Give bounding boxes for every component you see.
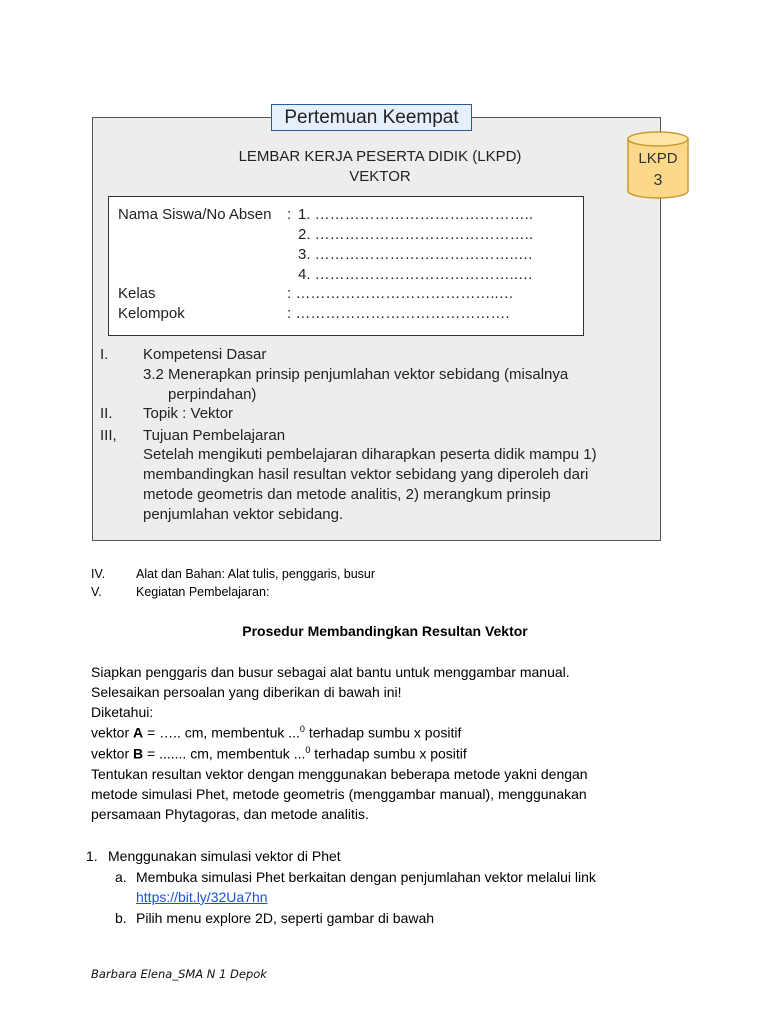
task-line: persamaan Phytagoras, dan metode analitis. xyxy=(91,806,369,822)
step-1-number: 1. xyxy=(86,848,98,864)
step-b-label: b. xyxy=(115,910,127,926)
badge-label: LKPD xyxy=(638,150,678,167)
name-entry-4: 4. …………………………………..… xyxy=(298,266,534,283)
worksheet-title: LEMBAR KERJA PESERTA DIDIK (LKPD) xyxy=(238,148,522,165)
group-label: Kelompok xyxy=(118,305,185,322)
intro-line: Siapkan penggaris dan busur sebagai alat bantu untuk menggambar manual. xyxy=(91,664,570,680)
class-label: Kelas xyxy=(118,285,156,302)
objective-line: penjumlahan vektor sebidang. xyxy=(143,506,344,523)
section-2-number: II. xyxy=(100,405,113,422)
vector-a-symbol: A xyxy=(133,724,144,741)
tools-and-materials: Alat dan Bahan: Alat tulis, penggaris, busur xyxy=(136,567,376,581)
step-a-label: a. xyxy=(115,869,127,885)
name-entry-3: 3. …………………………………..… xyxy=(298,246,534,263)
section-3-title: Tujuan Pembelajaran xyxy=(143,427,286,444)
objective-line: Setelah mengikuti pembelajaran diharapkan peserta didik mampu 1) xyxy=(143,446,597,463)
competency-item: 3.2 Menerapkan prinsip penjumlahan vektor sebidang (misalnya xyxy=(143,366,569,383)
phet-simulation-link[interactable]: https://bit.ly/32Ua7hn xyxy=(136,889,268,905)
name-colon: : xyxy=(287,206,292,223)
procedure-title: Prosedur Membandingkan Resultan Vektor xyxy=(242,623,528,639)
worksheet-subtitle: VEKTOR xyxy=(349,168,411,185)
meeting-tab: Pertemuan Keempat xyxy=(271,104,472,131)
objective-line: membandingkan hasil resultan vektor sebidang yang diperoleh dari xyxy=(143,466,589,483)
learning-activities-label: Kegiatan Pembelajaran: xyxy=(136,585,270,599)
footer-author: Barbara Elena_SMA N 1 Depok xyxy=(91,967,267,981)
task-line: metode simulasi Phet, metode geometris (menggambar manual), menggunakan xyxy=(91,786,587,802)
section-2-title: Topik : Vektor xyxy=(143,405,234,422)
section-1-number: I. xyxy=(100,346,109,363)
section-3-number: III, xyxy=(100,427,117,444)
section-5-number: V. xyxy=(91,585,102,599)
student-name-label: Nama Siswa/No Absen xyxy=(118,206,272,223)
step-a-text: Membuka simulasi Phet berkaitan dengan penjumlahan vektor melalui link xyxy=(136,869,596,885)
badge-number: 3 xyxy=(653,172,663,189)
section-1-title: Kompetensi Dasar xyxy=(143,346,267,363)
task-line: Tentukan resultan vektor dengan menggunakan beberapa metode yakni dengan xyxy=(91,766,588,782)
given-label: Diketahui: xyxy=(91,704,154,720)
competency-item-cont: perpindahan) xyxy=(168,386,257,403)
vector-b-symbol: B xyxy=(133,745,144,762)
section-4-number: IV. xyxy=(91,567,106,581)
vector-b-line: vektor B = ....... cm, membentuk ...$^0$ terhadap sumbu x positif xyxy=(91,745,467,762)
name-entry-1: 1. …………………………………….. xyxy=(298,206,534,223)
step-b-text: Pilih menu explore 2D, seperti gambar di bawah xyxy=(136,910,435,926)
class-value: : …………………………………..… xyxy=(287,285,514,302)
step-1-title: Menggunakan simulasi vektor di Phet xyxy=(108,848,341,864)
intro-line: Selesaikan persoalan yang diberikan di bawah ini! xyxy=(91,684,402,700)
objective-line: metode geometris dan metode analitis, 2) merangkum prinsip xyxy=(143,486,551,503)
vector-a-line: vektor A = ….. cm, membentuk ...$^0$ terhadap sumbu x positif xyxy=(91,724,462,741)
name-entry-2: 2. …………………………………….. xyxy=(298,226,534,243)
group-value: : ……………………………………. xyxy=(287,305,510,322)
